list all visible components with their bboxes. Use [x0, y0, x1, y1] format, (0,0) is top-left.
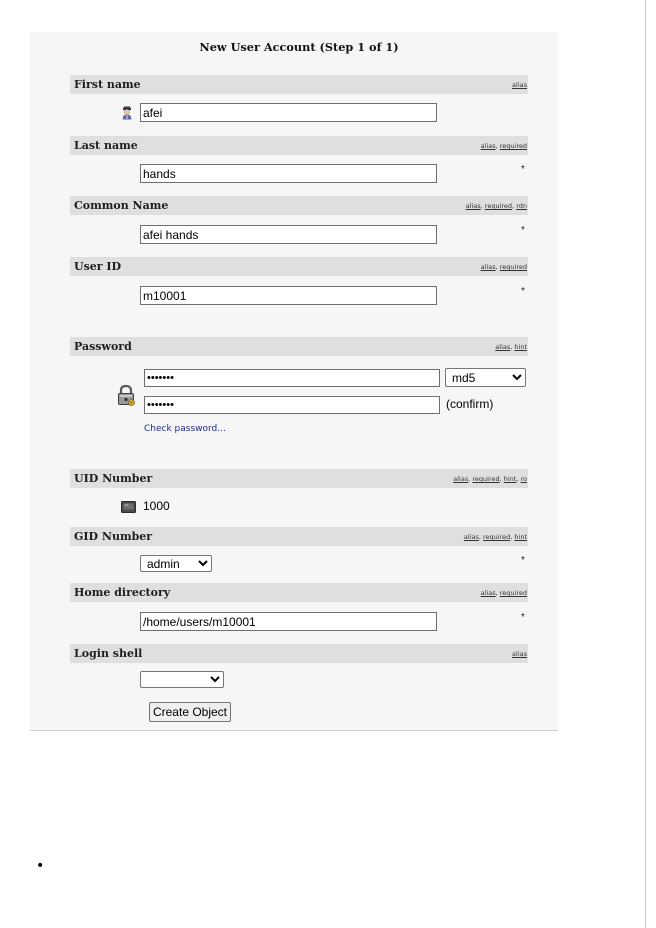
hint-required: , required	[479, 533, 510, 541]
header-password	[70, 337, 528, 356]
login-shell-select[interactable]	[140, 671, 224, 688]
hints-uid-number	[453, 470, 527, 489]
header-user-id	[70, 257, 528, 276]
lock-key-icon	[116, 384, 137, 407]
hint-required: , required	[496, 589, 527, 597]
hint-hint: , hint	[510, 533, 527, 541]
hint-hint: , hint	[510, 343, 527, 351]
gid-number-select[interactable]	[140, 555, 212, 572]
label-first-name: First name	[74, 78, 141, 91]
header-first-name	[70, 75, 528, 94]
hint-alias: alias	[480, 142, 496, 150]
hint-required: , required	[481, 202, 512, 210]
common-name-input[interactable]	[140, 225, 437, 244]
label-gid-number: GID Number	[74, 530, 153, 543]
label-password: Password	[74, 340, 132, 353]
required-mark: *	[521, 286, 525, 297]
user-id-input[interactable]	[140, 286, 437, 305]
hint-alias: alias	[480, 263, 496, 271]
hint-ro: , ro	[516, 475, 527, 483]
hint-required: , required	[468, 475, 499, 483]
hint-alias: alias	[463, 533, 479, 541]
user-icon	[120, 105, 134, 120]
required-mark: *	[521, 612, 525, 623]
required-mark: *	[521, 225, 525, 236]
hints-login-shell	[512, 645, 527, 664]
window-right-border	[645, 0, 646, 928]
hints-first-name	[512, 76, 527, 95]
hint-alias: alias	[512, 81, 527, 89]
hint-required: , required	[496, 263, 527, 271]
list-bullet: •	[36, 858, 45, 874]
hints-gid-number	[464, 528, 527, 547]
hints-last-name	[481, 137, 527, 156]
hints-password	[495, 338, 527, 357]
password-confirm-input[interactable]	[144, 396, 440, 414]
label-login-shell: Login shell	[74, 647, 143, 660]
hint-hint: , hint	[500, 475, 517, 483]
header-common-name	[70, 196, 528, 215]
header-uid-number	[70, 469, 528, 488]
header-login-shell	[70, 644, 528, 663]
label-common-name: Common Name	[74, 199, 169, 212]
home-directory-input[interactable]	[140, 612, 437, 631]
uid-number-value: 1000	[143, 499, 170, 513]
hint-alias: alias	[465, 202, 481, 210]
last-name-input[interactable]	[140, 164, 437, 183]
hints-common-name	[466, 197, 527, 216]
terminal-icon	[121, 500, 136, 512]
check-password-link[interactable]: Check password...	[144, 424, 226, 434]
page-title: New User Account (Step 1 of 1)	[199, 40, 399, 54]
label-last-name: Last name	[74, 139, 138, 152]
hint-alias: alias	[453, 475, 469, 483]
hints-home-directory	[481, 584, 527, 603]
hint-required: , required	[496, 142, 527, 150]
label-home-directory: Home directory	[74, 586, 171, 599]
first-name-input[interactable]	[140, 103, 437, 122]
hint-alias: alias	[480, 589, 496, 597]
create-object-button[interactable]: Create Object	[149, 702, 231, 722]
confirm-label: (confirm)	[446, 397, 494, 411]
hint-rdn: , rdn	[512, 202, 527, 210]
header-gid-number	[70, 527, 528, 546]
hints-user-id	[481, 258, 527, 277]
header-last-name	[70, 136, 528, 155]
label-uid-number: UID Number	[74, 472, 153, 485]
hash-method-select[interactable]	[445, 368, 526, 387]
required-mark: *	[521, 555, 525, 566]
password-input[interactable]	[144, 369, 440, 387]
required-mark: *	[521, 164, 525, 175]
label-user-id: User ID	[74, 260, 122, 273]
hint-alias: alias	[495, 343, 511, 351]
hint-alias: alias	[512, 650, 527, 658]
header-home-directory	[70, 583, 528, 602]
